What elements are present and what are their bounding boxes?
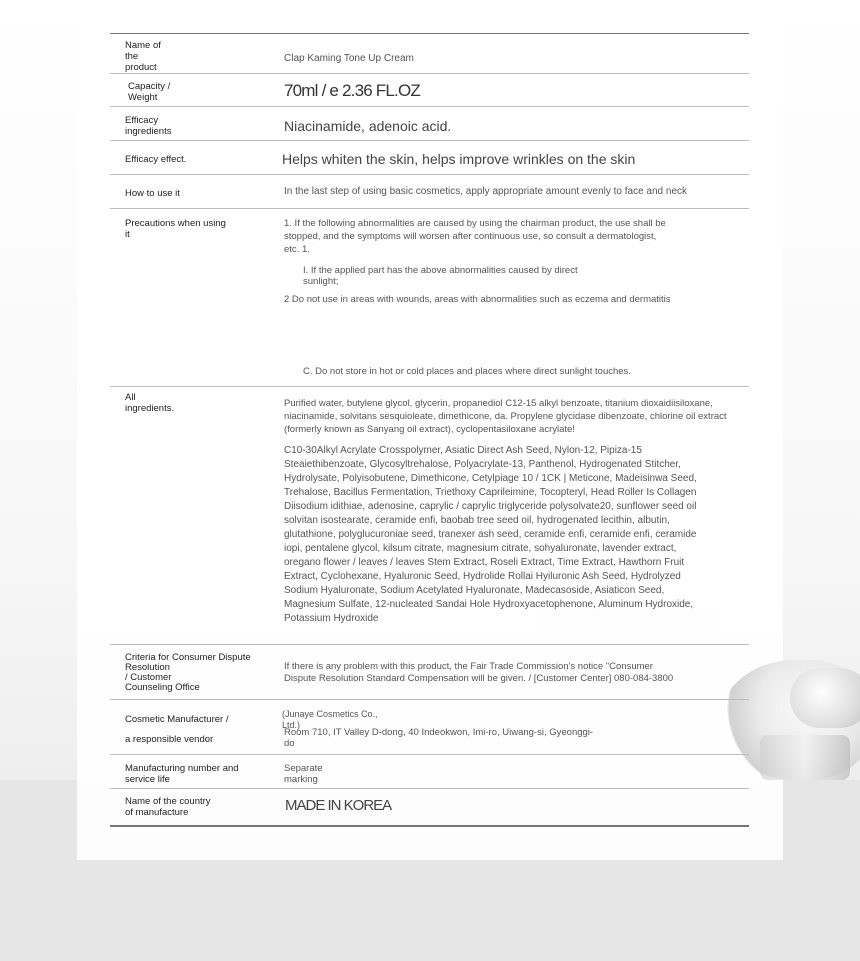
- row-lot: [110, 755, 749, 789]
- row-capacity: [110, 74, 749, 107]
- label-all-ingredients: All ingredients.: [125, 392, 175, 414]
- precaution-1: 1. If the following abnormalities are caused by using the chairman product, the use shall be stopped, and the symptoms will worsen after continuous use, so consult a dermatologist, etc. 1.: [284, 218, 666, 255]
- row-efficacy-ingredients: [110, 107, 749, 141]
- precaution-1-i: I. If the applied part has the above abnormalities caused by direct sunlight;: [303, 265, 578, 287]
- ingredients-paragraph-1: Purified water, butylene glycol, glycerin, propanediol C12-15 alkyl benzoate, titanium dioxaidiisiloxane, niacinamide, solvitans sesquioleate, dimethicone, da. Propylene glycidase dibenzoate, chlorine oil extract (formerly known as Sanyang oil extract), cyclopentasiloxane acrylate!: [284, 398, 727, 435]
- value-country: MADE IN KOREA: [285, 797, 392, 814]
- label-dispute: Criteria for Consumer Dispute Resolution / Customer Counseling Office: [125, 652, 251, 693]
- label-country: Name of the country of manufacture: [125, 796, 211, 818]
- row-product-name: [110, 34, 749, 74]
- precaution-c: C. Do not store in hot or cold places and places where direct sunlight touches.: [303, 366, 631, 377]
- label-manufacturer: Cosmetic Manufacturer /: [125, 714, 229, 725]
- row-precautions: [110, 209, 749, 387]
- value-efficacy-effect: Helps whiten the skin, helps improve wrinkles on the skin: [282, 151, 636, 167]
- label-efficacy-ingredients: Efficacy ingredients: [125, 115, 172, 137]
- row-how-to-use: [110, 175, 749, 209]
- row-all-ingredients: [110, 387, 749, 645]
- value-efficacy-ingredients: Niacinamide, adenoic acid.: [284, 118, 452, 134]
- label-efficacy-effect: Efficacy effect.: [125, 154, 187, 165]
- value-capacity: 70ml / e 2.36 FL.OZ: [284, 81, 420, 100]
- value-product-name: Clap Kaming Tone Up Cream: [284, 53, 414, 64]
- product-info-table: [110, 33, 749, 827]
- value-lot: Separate marking: [284, 763, 323, 785]
- precaution-2: 2 Do not use in areas with wounds, areas with abnormalities such as eczema and dermatitis: [284, 294, 671, 305]
- label-capacity: Capacity / Weight: [128, 81, 171, 103]
- label-lot: Manufacturing number and service life: [125, 763, 239, 785]
- label-precautions: Precautions when using it: [125, 218, 226, 240]
- value-address: Room 710, IT Valley D-dong, 40 Indeokwon, Imi-ro, Uiwang-si, Gyeonggi- do: [284, 727, 594, 749]
- value-how-to-use: In the last step of using basic cosmetics, apply appropriate amount evenly to face and neck: [284, 186, 688, 197]
- label-product-name: Name of the product: [125, 40, 161, 73]
- value-company: (Junaye Cosmetics Co., Ltd.): [282, 709, 378, 730]
- row-efficacy-effect: [110, 141, 749, 175]
- row-dispute: [110, 645, 749, 700]
- row-manufacturer: [110, 700, 749, 755]
- product-cap-image: [790, 668, 860, 728]
- label-how-to-use: How to use it: [125, 188, 180, 199]
- label-responsible-vendor: a responsible vendor: [125, 734, 214, 745]
- row-country: [110, 789, 749, 827]
- value-dispute: If there is any problem with this product, the Fair Trade Commission's notice "Consumer Dispute Resolution Standard Compensation will be given. / [Customer Center] 080-084-3800: [284, 661, 674, 684]
- ingredients-paragraph-2: C10-30Alkyl Acrylate Crosspolymer, Asiatic Direct Ash Seed, Nylon-12, Pipiza-15 Steaiethibenzoate, Glycosyltrehalose, Polyacrylate-13, Panthenol, Hydrogenated Stitcher, Hydrolysate, Polyisobutene, Dimethicone, Cetylpiage 10 / 1CK | Meticone, Madeisinwa Seed, Trehalose, Bacillus Fermentation, Triethoxy Caprileimine, Tocopteryl, Head Roller Is Collagen Diisodium idithiae, adenosine, caprylic / caprylic triglyceride polysolvate20, sunflower seed oil solvitan isostearate, ceramide enfi, baobab tree seed oil, hydrogenated lecithin, albutin, glutathione, polyglucuroniae seed, tranexer ash seed, ceramide enfi, ceramide enfi, ceramide iopi, pentalene glycol, kilsum citrate, magnesium citrate, sohyaluronate, lavender extract, oregano flower / leaves / leaves Stem Extract, Roseli Extract, Time Extract, Hawthorn Fruit Extract, Cyclohexane, Hyaluronic Seed, Hydrolide Rollai Hyiluronic Ash Seed, Hydrolyzed Sodium Hyaluronate, Sodium Acetylated Hyaluronate, Madecasoside, Asiaticon Seed, Magnesium Sulfate, 12-nucleated Sandai Hole Hydroxyacetophenone, Aluminum Hydroxide, Potassium Hydroxide: [284, 445, 697, 624]
- product-bottle-base-image: [760, 735, 850, 780]
